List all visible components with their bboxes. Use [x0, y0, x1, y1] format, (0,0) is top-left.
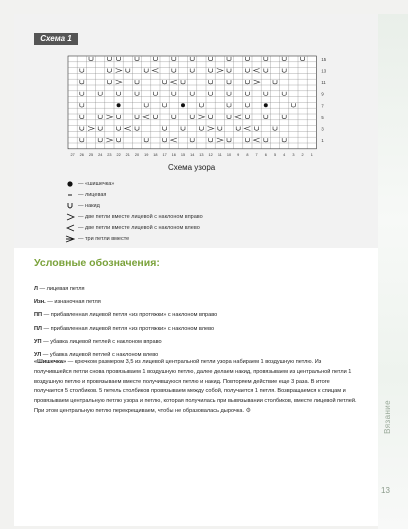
- legend-item: [64, 233, 203, 244]
- chart-column-number: 14: [190, 152, 195, 157]
- abbreviation-term: ПЛ: [34, 325, 42, 332]
- chart-row-number: 3: [321, 126, 324, 132]
- legend-item: [64, 178, 203, 189]
- chart-column-number: 18: [153, 152, 158, 157]
- k2tog-right-icon: [64, 213, 76, 221]
- description-text: — крючком размером 3,5 из лицевой центральной петли узора набираем 1 воздушную петлю. Из получившейся петли снова провязываем 1 воздушную петлю, далее делаем накид, провязываем из центральной петли 1 воздушную петлю и провязываем вместе получившуюся петлю и накид. Повторяем действие еще 3 раза. В итоге получается 5 столбиков. 5 петель столбиков провязываем между собой, получается 1 петля. Возвращаемся к спицам и провязываем центральную петлю узора и петлю, которая получилась при вывязывании столбиков, вместе лицевой петлей. При этом центральную петлю перекрещиваем, чтобы не образовалась дырочка.: [34, 359, 357, 414]
- chart-column-number: 17: [162, 152, 167, 157]
- abbreviation-definition: — убавка лицевой петлей с наклоном вправо: [41, 338, 162, 345]
- legend-item-label: — лицевая: [78, 191, 107, 198]
- legend-item: [64, 200, 203, 211]
- scheme-label: Схема 1: [34, 33, 78, 45]
- chart-column-number: 10: [226, 152, 232, 157]
- abbreviation-item: [34, 336, 354, 349]
- chart-column-number: 19: [144, 152, 149, 157]
- bobble-symbol: [264, 103, 268, 107]
- chart-column-number: 27: [70, 152, 75, 157]
- chart-column-number: 23: [107, 152, 112, 157]
- chart-row-number: 7: [321, 103, 324, 109]
- legend-heading: Условные обозначения:: [34, 257, 160, 269]
- legend-item: [64, 189, 203, 200]
- chart-column-number: 8: [246, 152, 249, 157]
- abbreviation-term: ПП: [34, 312, 43, 319]
- legend-item-label: — «шишечка»: [78, 180, 115, 187]
- abbreviation-item: [34, 309, 354, 322]
- chart-column-number: 5: [273, 152, 277, 157]
- abbreviation-item: [34, 283, 354, 296]
- chart-column-number: 24: [98, 152, 103, 157]
- chart-column-number: 2: [301, 152, 304, 157]
- gear-icon: ⚙: [245, 407, 252, 414]
- abbreviation-definition: — прибавленная лицевой петля «из протяжки» с наклоном вправо: [42, 312, 218, 319]
- k3tog-icon: [64, 235, 76, 243]
- chart-column-number: 15: [180, 152, 186, 157]
- chart-column-number: 3: [292, 152, 295, 157]
- chart-column-number: 4: [283, 152, 286, 157]
- abbreviation-term: Л: [34, 286, 38, 292]
- chart-row-number: 11: [321, 80, 326, 86]
- legend-item-label: — две петли вместе лицевой с наклоном вправо: [78, 213, 203, 220]
- page-number: 13: [381, 486, 390, 495]
- side-label: Вязание: [383, 400, 392, 434]
- abbreviation-definition: — прибавленная лицевой петля «из протяжки» с наклоном влево: [41, 325, 215, 332]
- legend-item-label: — две петли вместе лицевой с наклоном влево: [78, 224, 200, 231]
- chart-column-number: 21: [125, 152, 130, 157]
- abbreviation-definition: — изнаночная петля: [45, 299, 101, 306]
- chart-column-number: 7: [255, 152, 258, 157]
- abbreviation-item: [34, 323, 354, 336]
- chart-column-number: 16: [171, 152, 176, 157]
- chart-legend: [64, 178, 203, 244]
- chart-row-number: 15: [321, 56, 327, 62]
- bobble-description: [34, 358, 358, 417]
- side-decoration: [378, 14, 408, 529]
- chart-row-number: 9: [321, 91, 324, 97]
- chart-column-number: 12: [208, 152, 213, 157]
- chart-column-number: 11: [217, 152, 222, 157]
- abbreviation-term: УП: [34, 338, 42, 345]
- chart-row-number: 1: [321, 138, 324, 144]
- chart-column-number: 9: [237, 152, 240, 157]
- legend-item: [64, 211, 203, 222]
- abbreviation-definition: — убавка лицевой петлей с наклоном влево: [41, 351, 159, 358]
- abbreviation-term: Изн.: [34, 299, 46, 306]
- chart-column-number: 1: [310, 152, 313, 157]
- legend-item-label: — накид: [78, 202, 100, 209]
- chart-column-number: 6: [264, 152, 267, 157]
- yarn-over-icon: [64, 202, 76, 210]
- bobble-dot-icon: [64, 180, 76, 188]
- chart-caption: Схема узора: [168, 163, 216, 172]
- abbreviation-list: [34, 283, 354, 362]
- description-term: «Шишечка»: [34, 359, 67, 365]
- chart-row-number: 5: [321, 114, 324, 120]
- abbreviation-item: [34, 296, 354, 309]
- bobble-symbol: [117, 103, 121, 107]
- legend-item: [64, 222, 203, 233]
- chart-column-number: 20: [134, 152, 140, 157]
- abbreviation-definition: — лицевая петля: [37, 286, 85, 292]
- chart-row-number: 13: [321, 68, 327, 74]
- chart-column-number: 13: [199, 152, 204, 157]
- dash-icon: [64, 191, 76, 199]
- pattern-chart: [62, 52, 342, 160]
- k2tog-left-icon: [64, 224, 76, 232]
- chart-column-number: 26: [79, 152, 84, 157]
- abbreviation-term: УЛ: [34, 351, 42, 358]
- chart-column-number: 25: [88, 152, 94, 157]
- chart-column-number: 22: [116, 152, 121, 157]
- legend-item-label: — три петли вместе: [78, 235, 130, 242]
- bobble-symbol: [181, 103, 185, 107]
